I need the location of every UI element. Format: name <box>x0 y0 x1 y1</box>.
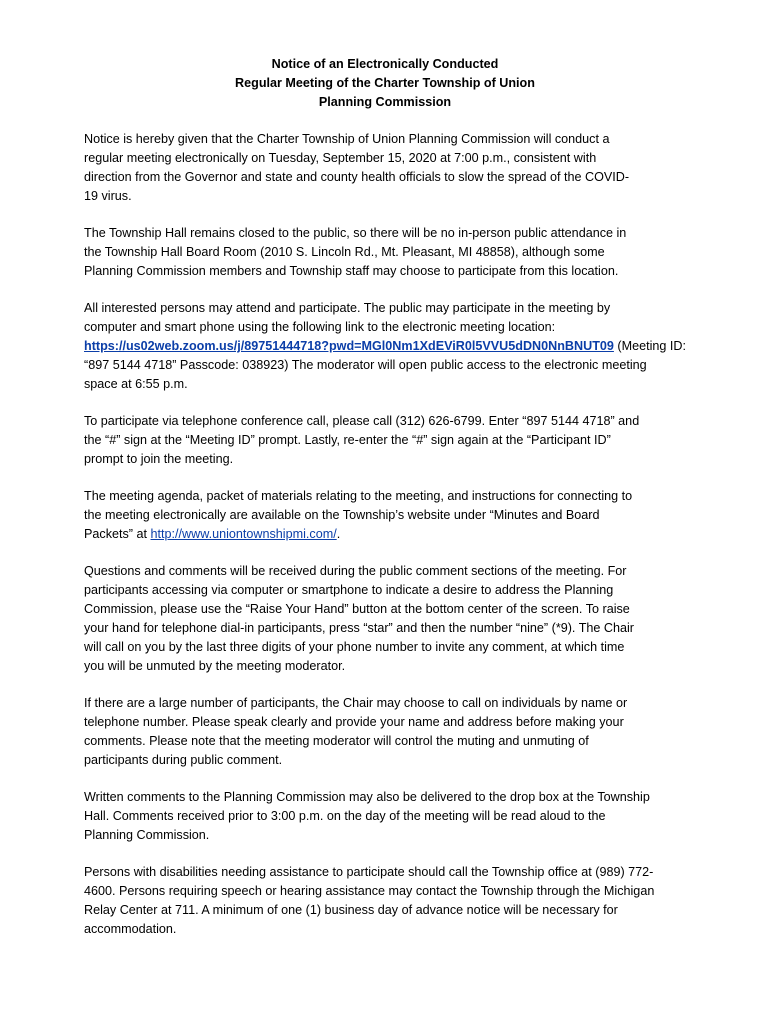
text-line: Hall. Comments received prior to 3:00 p.m. on the day of the meeting will be read aloud to the <box>84 809 606 823</box>
text-line: Persons with disabilities needing assistance to participate should call the Township office at (989) 772- <box>84 865 654 879</box>
text-line: the meeting electronically are available on the Township’s website under “Minutes and Board <box>84 508 600 522</box>
text-line: the Township Hall Board Room (2010 S. Lincoln Rd., Mt. Pleasant, MI 48858), although some <box>84 245 605 259</box>
text-line: Questions and comments will be received during the public comment sections of the meeting. For <box>84 564 627 578</box>
text-line: The Township Hall remains closed to the public, so there will be no in-person public attendance in <box>84 226 627 240</box>
text-line: Written comments to the Planning Commission may also be delivered to the drop box at the Township <box>84 790 650 804</box>
paragraph-disabilities <box>84 863 704 939</box>
paragraph-meeting-notice <box>84 130 704 206</box>
text-line: 19 virus. <box>84 189 132 203</box>
text-line: telephone number. Please speak clearly and provide your name and address before making your <box>84 715 624 729</box>
text-line: regular meeting electronically on Tuesday, September 15, 2020 at 7:00 p.m., consistent with <box>84 151 597 165</box>
meeting-id-label: (Meeting ID: <box>613 339 687 353</box>
text-line: prompt to join the meeting. <box>84 452 234 466</box>
text-line: To participate via telephone conference call, please call (312) 626-6799. Enter “897 5144 4718” and <box>84 414 640 428</box>
text-line: “897 5144 4718” Passcode: 038923) The moderator will open public access to the electronic meeting <box>84 358 647 372</box>
text-line: 4600. Persons requiring speech or hearing assistance may contact the Township through the Michigan <box>84 884 655 898</box>
paragraph-township-hall <box>84 224 704 281</box>
text-line: direction from the Governor and state and county health officials to slow the spread of the COVID- <box>84 170 630 184</box>
text-line: Relay Center at 711. A minimum of one (1) business day of advance notice will be necessary for <box>84 903 618 917</box>
text-line <box>84 525 704 544</box>
text-line: Notice is hereby given that the Charter Township of Union Planning Commission will conduct a <box>84 132 610 146</box>
paragraph-agenda <box>84 487 704 544</box>
text-line: will call on you by the last three digits of your phone number to invite any comment, at which time <box>84 640 625 654</box>
text-line: Planning Commission. <box>84 828 210 842</box>
zoom-meeting-link[interactable]: https://us02web.zoom.us/j/89751444718?pwd=MGl0Nm1XdEViR0l5VVU5dDN0NnBNUT09 <box>84 339 614 353</box>
paragraph-questions <box>84 562 704 676</box>
text-line: participants during public comment. <box>84 753 283 767</box>
paragraph-written-comments <box>84 788 704 845</box>
title-line-2: Regular Meeting of the Charter Township of Union <box>235 76 535 90</box>
paragraph-telephone <box>84 412 704 469</box>
text-line: All interested persons may attend and participate. The public may participate in the meeting by <box>84 301 611 315</box>
text-line: you will be unmuted by the meeting moderator. <box>84 659 346 673</box>
period: . <box>336 527 341 541</box>
township-website-link[interactable]: http://www.uniontownshipmi.com/ <box>150 527 337 541</box>
text-line: The meeting agenda, packet of materials relating to the meeting, and instructions for connecting to <box>84 489 633 503</box>
text-line: participants accessing via computer or smartphone to indicate a desire to address the Planning <box>84 583 614 597</box>
text-line: comments. Please note that the meeting moderator will control the muting and unmuting of <box>84 734 589 748</box>
title-line-3: Planning Commission <box>318 95 452 109</box>
text-line <box>84 337 704 356</box>
text-line: accommodation. <box>84 922 177 936</box>
text-line: the “#” sign at the “Meeting ID” prompt. Lastly, re-enter the “#” sign again at the “Participant ID” <box>84 433 611 447</box>
notice-title <box>0 55 770 112</box>
text-line: space at 6:55 p.m. <box>84 377 188 391</box>
title-line-1: Notice of an Electronically Conducted <box>271 57 499 71</box>
notice-body <box>84 130 704 957</box>
text-line: Planning Commission members and Township staff may choose to participate from this location. <box>84 264 619 278</box>
text-line: your hand for telephone dial-in participants, press “star” and then the number “nine” (*9). The Chair <box>84 621 634 635</box>
paragraph-participation <box>84 299 704 394</box>
packets-label: Packets” at <box>84 527 151 541</box>
paragraph-large-number <box>84 694 704 770</box>
text-line: If there are a large number of participants, the Chair may choose to call on individuals by name or <box>84 696 628 710</box>
text-line: Commission, please use the “Raise Your Hand” button at the bottom center of the screen. To raise <box>84 602 630 616</box>
text-line: computer and smart phone using the following link to the electronic meeting location: <box>84 320 556 334</box>
